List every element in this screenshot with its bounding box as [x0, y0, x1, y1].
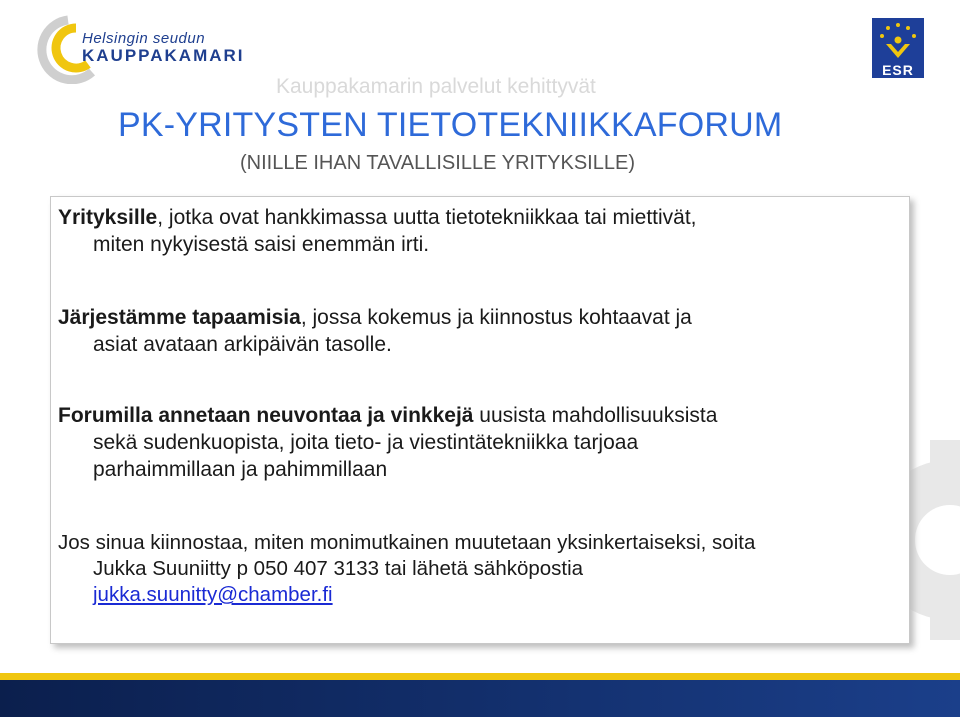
esr-label: ESR — [872, 62, 924, 78]
paragraph-lead: Yrityksille — [58, 206, 158, 229]
paragraph-jarjestamme — [58, 304, 903, 358]
paragraph-line: miten nykyisestä saisi enemmän irti. — [93, 233, 430, 256]
page-title: PK-YRITYSTEN TIETOTEKNIIKKAFORUM — [118, 106, 783, 144]
paragraph-contact — [58, 530, 903, 608]
footer-navy-bar — [0, 680, 960, 717]
logo-text-top: Helsingin seudun — [82, 30, 206, 47]
logo-text-bottom: KAUPPAKAMARI — [82, 46, 245, 65]
email-link[interactable]: jukka.suunitty@chamber.fi — [93, 583, 333, 606]
paragraph-forumilla — [58, 402, 903, 483]
paragraph-text: , jossa kokemus ja kiinnostus kohtaavat ja — [300, 306, 692, 329]
paragraph-text: , jotka ovat hankkimassa uutta tietotekniikkaa tai miettivät, — [157, 206, 697, 229]
paragraph-text: uusista mahdollisuuksista — [473, 404, 718, 427]
paragraph-line: asiat avataan arkipäivän tasolle. — [93, 333, 392, 356]
footer-yellow-bar — [0, 673, 960, 680]
paragraph-text: Jos sinua kiinnostaa, miten monimutkainen muutetaan yksinkertaiseksi, soita — [58, 531, 756, 554]
page-subtitle: (NIILLE IHAN TAVALLISILLE YRITYKSILLE) — [240, 152, 635, 174]
paragraph-lead: Järjestämme tapaamisia — [58, 306, 301, 329]
ghost-subtitle: Kauppakamarin palvelut kehittyvät — [276, 75, 596, 98]
paragraph-line: Jukka Suuniitty p 050 407 3133 tai lähetä sähköpostia — [93, 557, 584, 580]
paragraph-lead: Forumilla annetaan neuvontaa ja vinkkejä — [58, 404, 474, 427]
paragraph-line: sekä sudenkuopista, joita tieto- ja viestintätekniikka tarjoaa — [93, 431, 639, 454]
paragraph-line: parhaimmillaan ja pahimmillaan — [93, 458, 388, 481]
paragraph-yrityksille — [58, 204, 903, 258]
